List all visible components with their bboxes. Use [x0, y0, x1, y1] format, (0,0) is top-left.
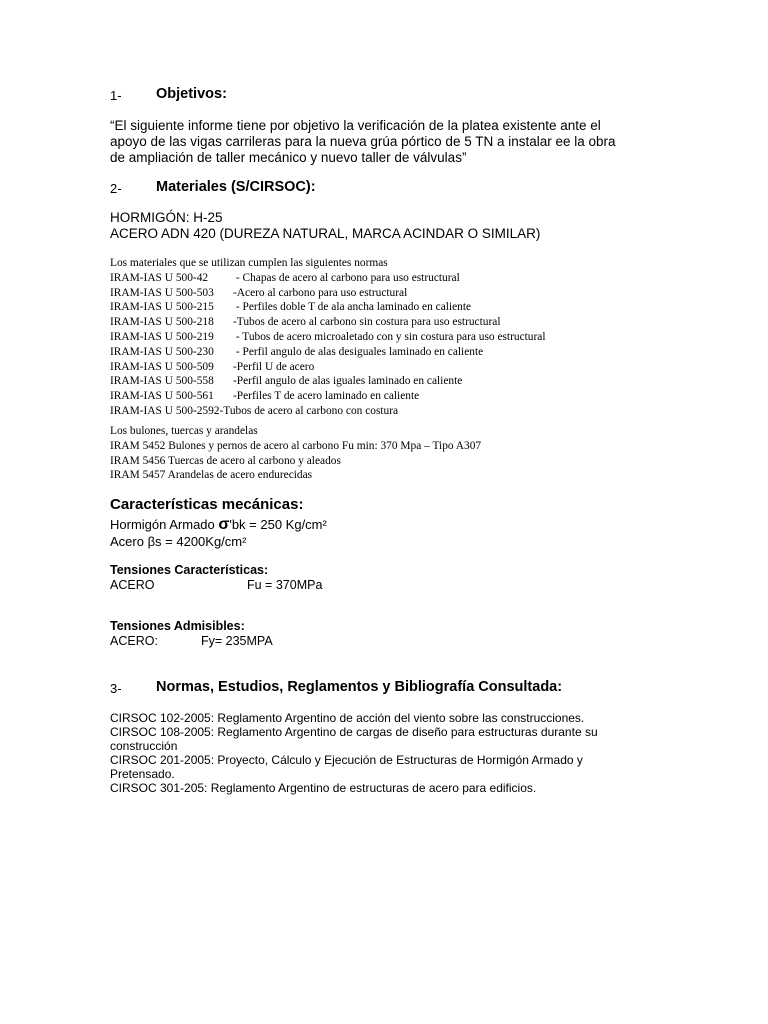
allowable-value: Fy= 235MPA: [201, 634, 273, 648]
norm-item: [110, 286, 546, 301]
norm-code: IRAM-IAS U 500-42: [110, 271, 209, 284]
norm-desc: -Acero al carbono para uso estructural: [233, 286, 408, 299]
norm-code: IRAM-IAS U 500-230: [110, 345, 214, 358]
norm-item: [110, 300, 546, 315]
norm-desc: -Perfil angulo de alas iguales laminado en caliente: [233, 375, 463, 388]
norm-desc: - Tubos de acero microaletado con y sin costura para uso estructural: [233, 330, 546, 343]
norm-code: IRAM-IAS U 500-503: [110, 286, 214, 299]
reference-line: CIRSOC 201-2005: Proyecto, Cálculo y Ejecución de Estructuras de Hormigón Armado y: [110, 753, 583, 767]
norm-item: [110, 330, 546, 345]
section-number: 3-: [110, 681, 122, 696]
norm-code: IRAM-IAS U 500-219: [110, 330, 214, 343]
paragraph-line: apoyo de las vigas carrileras para la nueva grúa pórtico de 5 TN a instalar ee la obra: [110, 134, 616, 149]
steel-strength: Acero βs = 4200Kg/cm²: [110, 534, 247, 549]
bolts-intro: Los bulones, tuercas y arandelas: [110, 425, 258, 437]
norm-item: [110, 374, 546, 389]
norm-desc: -Tubos de acero al carbono sin costura para uso estructural: [233, 316, 501, 329]
characteristic-value: Fu = 370MPa: [247, 578, 323, 592]
norm-code: IRAM-IAS U 500-509: [110, 360, 214, 373]
bolt-item: IRAM 5456 Tuercas de acero al carbono y aleados: [110, 454, 341, 467]
norm-desc: - Chapas de acero al carbono para uso estructural: [233, 271, 460, 284]
paragraph-line: de ampliación de taller mecánico y nuevo taller de válvulas”: [110, 150, 467, 165]
norm-item: [110, 271, 546, 286]
concrete-label: Hormigón Armado: [110, 517, 219, 532]
norm-desc: - Perfiles doble T de ala ancha laminado en caliente: [233, 301, 472, 314]
acero-spec: ACERO ADN 420 (DUREZA NATURAL, MARCA ACINDAR O SIMILAR): [110, 226, 541, 241]
bolt-item: IRAM 5457 Arandelas de acero endurecidas: [110, 469, 313, 482]
sigma-symbol: σ: [218, 516, 230, 533]
characteristic-label: ACERO: [110, 578, 155, 592]
reference-line: construcción: [110, 739, 178, 753]
norm-code: IRAM-IAS U 500-561: [110, 390, 214, 403]
allowable-stresses-title: Tensiones Admisibles:: [110, 619, 245, 633]
bolts-list: [110, 424, 481, 483]
norm-code: IRAM-IAS U 500-558: [110, 375, 214, 388]
norm-desc: - Perfil angulo de alas desiguales laminado en caliente: [233, 345, 484, 358]
norm-code: IRAM-IAS U 500-215: [110, 301, 214, 314]
hormigon-spec: HORMIGÓN: H-25: [110, 210, 223, 225]
norm-item: [110, 389, 546, 404]
norm-desc: -Perfiles T de acero laminado en caliente: [233, 390, 420, 403]
norm-code: IRAM-IAS U 500-218: [110, 316, 214, 329]
reference-line: CIRSOC 301-205: Reglamento Argentino de estructuras de acero para edificios.: [110, 781, 537, 795]
bolt-item: IRAM 5452 Bulones y pernos de acero al carbono Fu min: 370 Mpa – Tipo A307: [110, 439, 482, 452]
concrete-strength: [110, 516, 327, 534]
section-number: 1-: [110, 88, 122, 103]
section-title-objetivos: Objetivos:: [156, 86, 227, 102]
norms-list: [110, 256, 546, 419]
reference-line: CIRSOC 102-2005: Reglamento Argentino de acción del viento sobre las construcciones.: [110, 711, 585, 725]
mechanical-title: Características mecánicas:: [110, 496, 304, 513]
norm-item: IRAM-IAS U 500-2592-Tubos de acero al carbono con costura: [110, 404, 399, 417]
section-title-materiales: Materiales (S/CIRSOC):: [156, 179, 316, 195]
materials-spec: [110, 210, 540, 242]
norm-item: [110, 360, 546, 375]
objective-paragraph: [110, 118, 616, 166]
allowable-label: ACERO:: [110, 634, 158, 648]
section-title-normas: Normas, Estudios, Reglamentos y Bibliografía Consultada:: [156, 679, 563, 695]
norm-item: [110, 315, 546, 330]
norms-intro: Los materiales que se utilizan cumplen las siguientes normas: [110, 257, 388, 269]
norm-item: [110, 345, 546, 360]
characteristic-stresses-title: Tensiones Características:: [110, 563, 269, 577]
references-list: [110, 711, 598, 795]
section-number: 2-: [110, 181, 122, 196]
norm-desc: -Perfil U de acero: [233, 360, 315, 373]
reference-line: CIRSOC 108-2005: Reglamento Argentino de cargas de diseño para estructuras durante su: [110, 725, 598, 739]
concrete-value: 'bk = 250 Kg/cm²: [229, 517, 327, 532]
reference-line: Pretensado.: [110, 767, 175, 781]
paragraph-line: “El siguiente informe tiene por objetivo la verificación de la platea existente ante el: [110, 118, 601, 133]
